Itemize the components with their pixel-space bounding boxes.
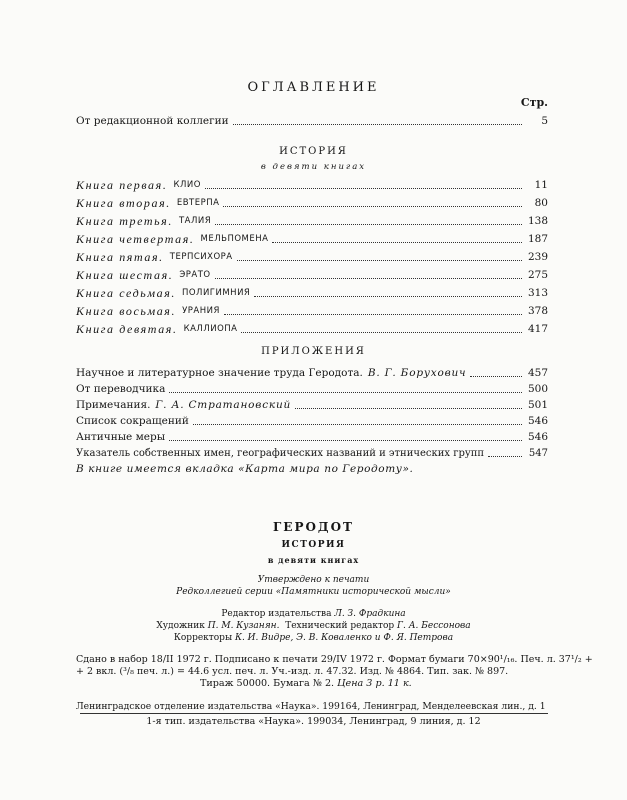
toc-row-appendix[interactable] <box>76 396 548 412</box>
imprint-line-2: + 2 вкл. (³/₈ печ. л.) = 44.6 усл. печ. л. Уч.-изд. л. 47.32. Изд. № 4864. Тип. зак. № 897. <box>76 666 509 677</box>
toc-row-page: 80 <box>534 197 548 209</box>
toc-row-appendix[interactable] <box>76 364 548 380</box>
book-name: КАЛЛИОПА <box>183 324 238 334</box>
history-subheading: в девяти книгах <box>260 162 367 172</box>
divider <box>80 713 548 714</box>
dot-leader <box>237 260 522 261</box>
publisher-line: Ленинградское отделение издательства «Наука». 199164, Ленинград, Менделеевская лин., д. 1 <box>76 701 546 712</box>
imprint-price: Цена 3 р. 11 к. <box>337 678 412 689</box>
book-number: Книга третья. <box>76 214 173 228</box>
dot-leader <box>295 408 522 409</box>
imprint-line-1: Сдано в набор 18/II 1972 г. Подписано к печати 29/IV 1972 г. Формат бумаги 70×90¹/₁₆. Печ. л. 37¹/₂ + <box>76 654 593 665</box>
page-column-label: Стр. <box>520 96 548 109</box>
toc-row-page: 275 <box>527 269 548 281</box>
toc-row-page: 546 <box>527 431 548 443</box>
book-name: УРАНИЯ <box>182 306 220 316</box>
toc-row-page: 417 <box>527 323 548 335</box>
book-number: Книга седьмая. <box>76 286 176 300</box>
staff-label: Редактор издательства <box>221 609 332 619</box>
book-number: Книга вторая. <box>76 196 171 210</box>
toc-row-book[interactable] <box>76 302 548 318</box>
staff-name: П. М. Кузанян. <box>207 621 280 631</box>
toc-row-label: Список сокращений <box>76 415 189 427</box>
toc-row-page: 138 <box>527 215 548 227</box>
dot-leader <box>233 124 522 125</box>
toc-row-page: 11 <box>534 179 548 191</box>
colophon-title: ИСТОРИЯ <box>281 540 346 550</box>
staff-label: Технический редактор <box>285 621 395 631</box>
toc-row-page: 378 <box>527 305 548 317</box>
toc-row-label: От редакционной коллегии <box>76 115 229 127</box>
toc-row-book[interactable] <box>76 284 548 300</box>
toc-row-page: 501 <box>527 399 548 411</box>
dot-leader <box>488 456 522 457</box>
toc-row-page: 547 <box>528 448 548 459</box>
toc-row-label: Научное и литературное значение труда Геродота. <box>76 367 363 379</box>
toc-row-label: Указатель собственных имен, географических названий и этнических групп <box>76 448 485 459</box>
toc-row-book[interactable] <box>76 194 548 210</box>
colophon-author: ГЕРОДОТ <box>273 520 354 534</box>
book-name: ТАЛИЯ <box>178 216 212 226</box>
staff-label: Корректоры <box>173 633 233 643</box>
insert-note: В книге имеется вкладка «Карта мира по Геродоту». <box>76 463 414 475</box>
book-name: ТЕРПСИХОРА <box>169 252 233 262</box>
toc-row-page: 187 <box>527 233 548 245</box>
dot-leader <box>205 188 522 189</box>
staff-editor <box>0 608 627 620</box>
toc-row-book[interactable] <box>76 212 548 228</box>
approved-line-1: Утверждено к печати <box>257 575 370 585</box>
toc-row-appendix[interactable] <box>76 412 548 428</box>
toc-row-appendix[interactable] <box>76 444 548 460</box>
book-name: КЛИО <box>173 180 201 190</box>
toc-row-label: Примечания. <box>76 399 151 411</box>
toc-row-author: В. Г. Борухович <box>367 367 467 379</box>
toc-row-editorial[interactable] <box>76 112 548 128</box>
toc-row-page: 313 <box>527 287 548 299</box>
dot-leader <box>193 424 522 425</box>
book-name: ЕВТЕРПА <box>176 198 220 208</box>
printer-line: 1-я тип. издательства «Наука». 199034, Ленинград, 9 линия, д. 12 <box>146 716 481 727</box>
book-name: МЕЛЬПОМЕНА <box>200 234 269 244</box>
book-number: Книга четвертая. <box>76 232 195 246</box>
book-number: Книга девятая. <box>76 322 178 336</box>
toc-row-page: 457 <box>527 367 548 379</box>
dot-leader <box>470 376 522 377</box>
staff-name: Л. З. Фрадкина <box>334 609 406 619</box>
toc-row-book[interactable] <box>76 176 548 192</box>
dot-leader <box>224 314 522 315</box>
toc-row-appendix[interactable] <box>76 380 548 396</box>
dot-leader <box>272 242 522 243</box>
colophon-subtitle: в девяти книгах <box>267 555 360 565</box>
dot-leader <box>215 278 522 279</box>
staff-name: Г. А. Бессонова <box>397 621 471 631</box>
book-number: Книга восьмая. <box>76 304 177 318</box>
toc-row-author: Г. А. Стратановский <box>155 399 292 411</box>
dot-leader <box>254 296 522 297</box>
toc-row-book[interactable] <box>76 320 548 336</box>
book-name: ПОЛИГИМНИЯ <box>181 288 251 298</box>
dot-leader <box>241 332 522 333</box>
toc-row-label: Античные меры <box>76 431 166 443</box>
book-number: Книга шестая. <box>76 268 174 282</box>
staff-label: Художник <box>156 621 205 631</box>
book-number: Книга пятая. <box>76 250 164 264</box>
toc-row-book[interactable] <box>76 230 548 246</box>
toc-title: ОГЛАВЛЕНИЕ <box>247 80 380 95</box>
dot-leader <box>223 206 522 207</box>
book-number: Книга первая. <box>76 178 168 192</box>
toc-row-label: От переводчика <box>76 383 166 395</box>
book-name: ЭРАТО <box>179 270 211 280</box>
dot-leader <box>169 392 522 393</box>
history-heading: ИСТОРИЯ <box>279 146 348 157</box>
dot-leader <box>169 440 522 441</box>
staff-correctors <box>0 632 627 644</box>
dot-leader <box>215 224 522 225</box>
toc-row-book[interactable] <box>76 266 548 282</box>
staff-artist <box>0 620 627 632</box>
toc-row-page: 239 <box>527 251 548 263</box>
imprint-line-3 <box>200 678 412 690</box>
toc-row-book[interactable] <box>76 248 548 264</box>
staff-name: К. И. Видре, Э. В. Коваленко и Ф. Я. Петрова <box>234 633 454 643</box>
appendix-heading: ПРИЛОЖЕНИЯ <box>261 346 366 357</box>
approved-line-2: Редколлегией серии «Памятники исторической мысли» <box>176 587 451 597</box>
toc-row-page: 5 <box>541 115 548 127</box>
imprint-circulation: Тираж 50000. Бумага № 2. <box>200 678 335 689</box>
toc-row-page: 500 <box>527 383 548 395</box>
toc-row-page: 546 <box>527 415 548 427</box>
toc-row-appendix[interactable] <box>76 428 548 444</box>
